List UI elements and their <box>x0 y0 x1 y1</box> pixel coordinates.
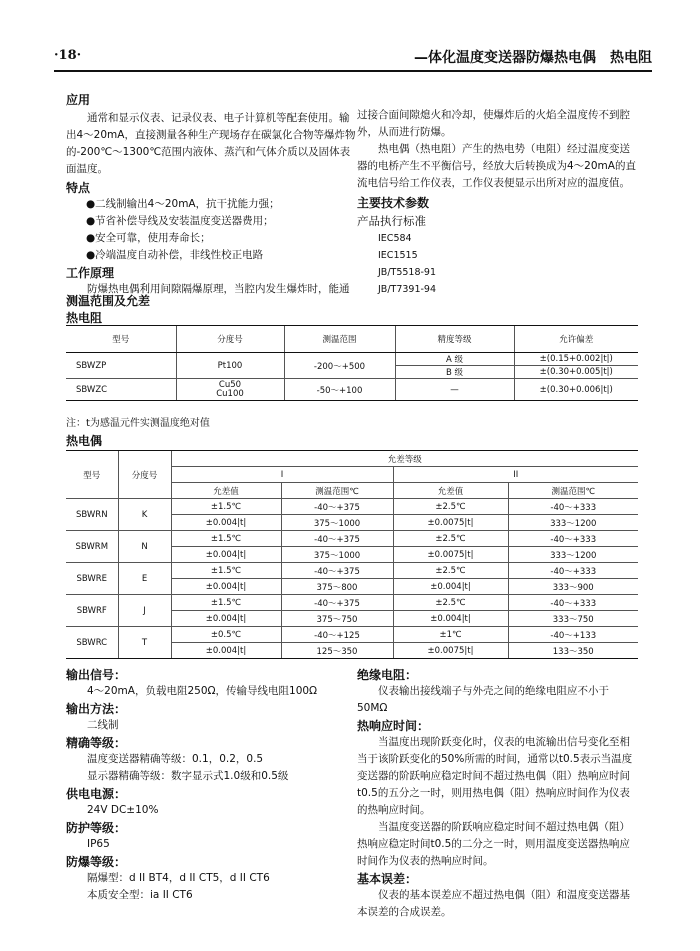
heading-power-supply: 供电电源： <box>66 787 127 801</box>
heading-explosion-proof: 防爆等级： <box>66 855 127 869</box>
section-heading-features: 特点 <box>66 181 91 195</box>
cell-tolerance: ±1.5℃ <box>171 499 281 515</box>
output-method-text: 二线制 <box>87 719 119 731</box>
cell-range: -40～+375 <box>281 499 393 515</box>
table-row <box>66 627 638 643</box>
cell-range: -200～+500 <box>284 353 395 379</box>
cell-graduation: E <box>118 563 171 595</box>
cell-model: SBWZC <box>66 379 176 401</box>
cell-tolerance: ±0.004|t| <box>171 579 281 595</box>
cell-accuracy: — <box>395 379 514 401</box>
cell-tolerance: ±0.0075|t| <box>393 515 508 531</box>
list-item: JB/T7391-94 <box>378 284 437 295</box>
list-item: JB/T5518-91 <box>378 267 437 278</box>
cell-accuracy: B 级 <box>395 366 514 379</box>
heading-precision: 精确等级： <box>66 736 127 750</box>
table-row <box>66 451 638 467</box>
cell-range: 333～750 <box>508 611 638 627</box>
cell-range: -40～+133 <box>508 627 638 643</box>
page-title: —体化温度变送器防爆热电偶 热电阻 <box>414 50 652 66</box>
table-note: 注：t为感温元件实测温度绝对值 <box>66 418 210 429</box>
cell-range: 375～800 <box>281 579 393 595</box>
cell-tolerance: ±0.004|t| <box>171 643 281 659</box>
list-item: IEC1515 <box>378 250 418 261</box>
cell-tolerance: ±1.5℃ <box>171 531 281 547</box>
cell-model: SBWRN <box>66 499 118 531</box>
table-row <box>66 379 638 401</box>
insulation-text: 仪表输出接线端子与外壳之间的绝缘电阻应不小于50MΩ <box>357 685 609 714</box>
application-paragraph: 通常和显示仪表、记录仪表、电子计算机等配套使用。输出4～20mA，直接测量各种生产现场存在碳氯化合物等爆炸物的-200℃～1300℃范围内液体、蒸汽和气体介质以及固体表面温度。 <box>66 112 356 175</box>
cell-range: -40～+333 <box>508 563 638 579</box>
header-model: 型号 <box>66 451 118 499</box>
cell-tolerance: ±0.5℃ <box>171 627 281 643</box>
explosion-proof-text-1: 隔爆型：d II BT4，d II CT5，d II CT6 <box>87 872 270 884</box>
cell-range: 375～1000 <box>281 547 393 563</box>
table-row <box>66 326 638 353</box>
cell-deviation: ±(0.15+0.002|t|) <box>514 353 638 366</box>
page-header <box>54 46 652 72</box>
header-tolerance: 允差值 <box>393 483 508 499</box>
section-heading-principle: 工作原理 <box>66 266 115 280</box>
cell-range: 125～350 <box>281 643 393 659</box>
section-heading-rtd: 热电阻 <box>66 311 103 325</box>
header-range: 测温范围 <box>284 326 395 353</box>
cell-tolerance: ±2.5℃ <box>393 563 508 579</box>
header-model: 型号 <box>66 326 176 353</box>
right-column <box>357 107 637 298</box>
protection-text: IP65 <box>87 838 110 850</box>
cell-tolerance: ±2.5℃ <box>393 499 508 515</box>
section-heading-range: 测温范围及允差 <box>66 294 151 308</box>
cell-graduation: J <box>118 595 171 627</box>
cell-tolerance: ±1.5℃ <box>171 595 281 611</box>
cell-tolerance: ±0.004|t| <box>171 611 281 627</box>
list-item: ●节省补偿导线及安装温度变送器费用； <box>86 215 274 227</box>
header-tolerance: 允差值 <box>171 483 281 499</box>
cell-range: -40～+125 <box>281 627 393 643</box>
header-range: 测温范围℃ <box>281 483 393 499</box>
list-item: ●冷端温度自动补偿，非线性校正电路 <box>86 249 264 261</box>
graduation-cu100: Cu100 <box>216 388 244 399</box>
basic-error-text: 仪表的基本误差应不超过热电偶（阻）和温度变送器基本误差的合成误差。 <box>357 889 630 918</box>
cell-graduation <box>176 379 284 401</box>
cell-range: -40～+333 <box>508 499 638 515</box>
header-accuracy: 精度等级 <box>395 326 514 353</box>
cell-tolerance: ±0.0075|t| <box>393 547 508 563</box>
cell-deviation: ±(0.30+0.005|t|) <box>514 366 638 379</box>
cell-range: -40～+375 <box>281 563 393 579</box>
header-range: 测温范围℃ <box>508 483 638 499</box>
header-grade-II: II <box>393 467 638 483</box>
header-tolerance-grade: 允差等级 <box>171 451 638 467</box>
bottom-right-column <box>357 666 637 921</box>
rtd-table <box>66 325 638 401</box>
heading-insulation: 绝缘电阻： <box>357 668 418 682</box>
principle-paragraph-2: 热电偶（热电阻）产生的热电势（电阻）经过温度变送器的电桥产生不平衡信号，经放大后转换成为4～20mA的直流电信号给工作仪表，工作仪表便显示出所对应的温度值。 <box>357 143 636 189</box>
cell-tolerance: ±0.004|t| <box>393 579 508 595</box>
list-item: ●安全可靠，使用寿命长； <box>86 232 211 244</box>
cell-model: SBWRE <box>66 563 118 595</box>
page-number: ·18· <box>54 48 82 63</box>
precision-text-2: 显示器精确等级：数字显示式1.0级和0.5级 <box>87 770 289 782</box>
cell-tolerance: ±2.5℃ <box>393 595 508 611</box>
cell-tolerance: ±1℃ <box>393 627 508 643</box>
left-column <box>66 91 356 298</box>
heading-response-time: 热响应时间： <box>357 719 430 733</box>
cell-tolerance: ±0.004|t| <box>171 547 281 563</box>
cell-range: -50～+100 <box>284 379 395 401</box>
standards-heading: 产品执行标准 <box>357 214 426 228</box>
cell-graduation: T <box>118 627 171 659</box>
cell-tolerance: ±1.5℃ <box>171 563 281 579</box>
cell-deviation: ±(0.30+0.006|t|) <box>514 379 638 401</box>
heading-basic-error: 基本误差： <box>357 872 418 886</box>
cell-model: SBWZP <box>66 353 176 379</box>
heading-output-signal: 输出信号： <box>66 668 127 682</box>
cell-graduation: K <box>118 499 171 531</box>
feature-list <box>66 196 356 264</box>
table-row <box>66 353 638 366</box>
cell-range: 375～1000 <box>281 515 393 531</box>
cell-range: 333～900 <box>508 579 638 595</box>
header-graduation: 分度号 <box>118 451 171 499</box>
cell-graduation: Pt100 <box>176 353 284 379</box>
header-deviation: 允许偏差 <box>514 326 638 353</box>
header-grade-I: I <box>171 467 393 483</box>
standards-list <box>357 230 637 298</box>
principle-paragraph: 防爆热电偶利用间隙隔爆原理，当腔内发生爆炸时，能通 <box>87 283 350 295</box>
cell-tolerance: ±0.0075|t| <box>393 643 508 659</box>
table-row <box>66 563 638 579</box>
section-heading-thermocouple: 热电偶 <box>66 434 103 448</box>
table-row <box>66 499 638 515</box>
cell-tolerance: ±0.004|t| <box>171 515 281 531</box>
table-row <box>66 595 638 611</box>
cell-accuracy: A 级 <box>395 353 514 366</box>
cell-range: 333～1200 <box>508 515 638 531</box>
response-time-text-1: 当温度出现阶跃变化时，仪表的电流输出信号变化至相当于该阶跃变化的50%所需的时间，通常以t0.5表示当温度变送器的阶跃响应稳定时间不超过热电偶（阻）热响应时间t0.5的五分之一时，则用热电偶（阻）热响应时间作为仪表的热响应时间。 <box>357 736 633 816</box>
cell-model: SBWRF <box>66 595 118 627</box>
cell-range: -40～+333 <box>508 595 638 611</box>
cell-range: 133～350 <box>508 643 638 659</box>
cell-model: SBWRC <box>66 627 118 659</box>
precision-text-1: 温度变送器精确等级：0.1，0.2，0.5 <box>87 753 264 765</box>
cell-graduation: N <box>118 531 171 563</box>
bottom-left-column <box>66 666 356 904</box>
cell-model: SBWRM <box>66 531 118 563</box>
list-item: ●二线制输出4～20mA，抗干扰能力强； <box>86 198 280 210</box>
list-item: IEC584 <box>378 233 412 244</box>
table-row <box>66 531 638 547</box>
cell-range: -40～+375 <box>281 531 393 547</box>
heading-output-method: 输出方法： <box>66 702 127 716</box>
cell-tolerance: ±0.004|t| <box>393 611 508 627</box>
section-heading-application: 应用 <box>66 93 91 107</box>
output-signal-text: 4～20mA，负载电阻250Ω，传输导线电阻100Ω <box>87 685 318 697</box>
cell-range: -40～+333 <box>508 531 638 547</box>
cell-tolerance: ±2.5℃ <box>393 531 508 547</box>
response-time-text-2: 当温度变送器的阶跃响应稳定时间不超过热电偶（阻）热响应稳定时间t0.5的二分之一时，则用温度变送器热响应时间作为仪表的热响应时间。 <box>357 821 630 867</box>
cell-range: -40～+375 <box>281 595 393 611</box>
explosion-proof-text-2: 本质安全型：ia II CT6 <box>87 889 193 901</box>
cell-range: 333～1200 <box>508 547 638 563</box>
header-graduation: 分度号 <box>176 326 284 353</box>
graduation-cu50: Cu50 <box>218 379 242 390</box>
heading-protection: 防护等级： <box>66 821 127 835</box>
thermocouple-table <box>66 450 638 659</box>
power-supply-text: 24V DC±10% <box>87 804 159 816</box>
principle-continued: 过接合面间隙熄火和冷却，使爆炸后的火焰全温度传不到腔外，从而进行防爆。 <box>357 109 630 138</box>
section-heading-tech-params: 主要技术参数 <box>357 196 430 210</box>
cell-range: 375～750 <box>281 611 393 627</box>
